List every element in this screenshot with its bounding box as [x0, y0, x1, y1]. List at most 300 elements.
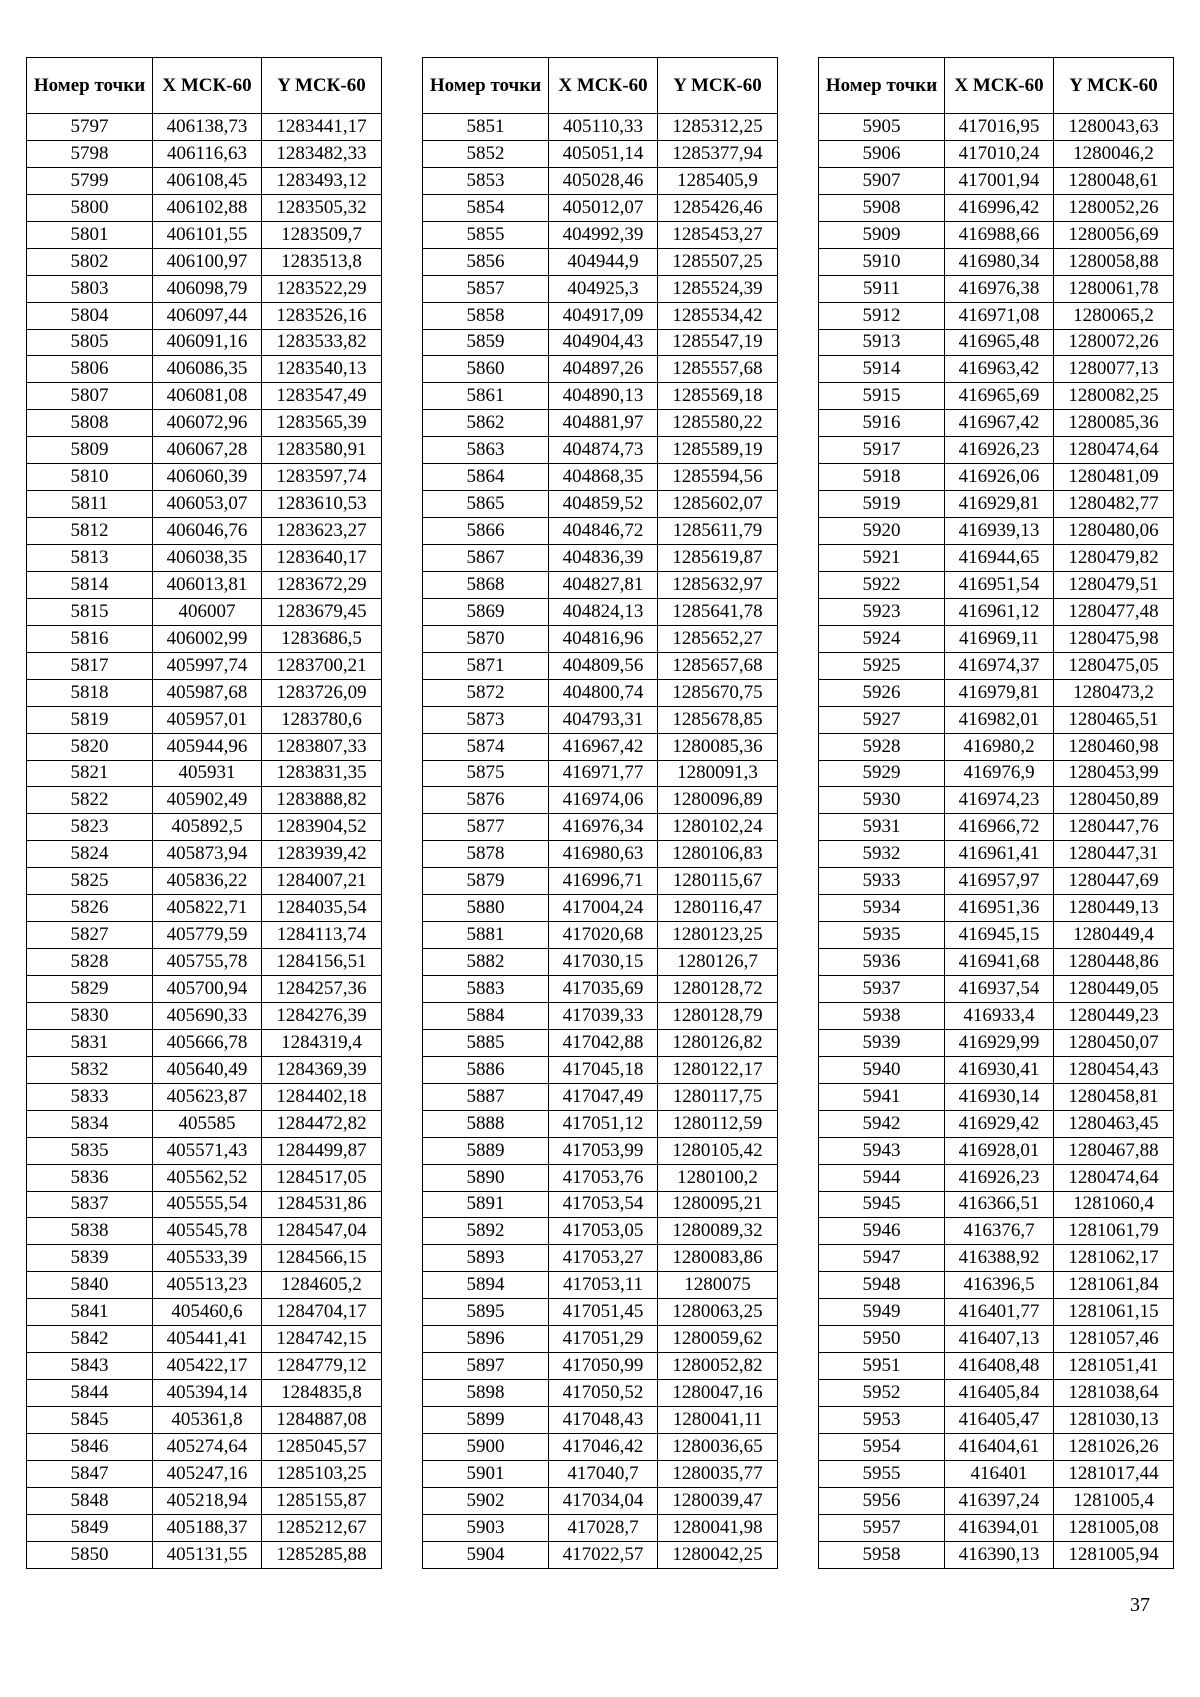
- cell-x-coordinate: 404992,39: [549, 221, 658, 248]
- cell-x-coordinate: 416988,66: [945, 221, 1054, 248]
- cell-x-coordinate: 416980,34: [945, 248, 1054, 275]
- cell-point-number: 5926: [819, 679, 945, 706]
- table-row: [423, 383, 778, 410]
- table-body: [819, 114, 1174, 1569]
- cell-point-number: 5886: [423, 1056, 549, 1083]
- cell-x-coordinate: 416929,99: [945, 1029, 1054, 1056]
- cell-y-coordinate: 1280474,64: [1054, 1164, 1174, 1191]
- table-row: [423, 1326, 778, 1353]
- cell-y-coordinate: 1283904,52: [262, 814, 382, 841]
- table-row: [27, 275, 382, 302]
- table-row: [423, 1487, 778, 1514]
- table-row: [423, 1460, 778, 1487]
- cell-point-number: 5824: [27, 841, 153, 868]
- cell-point-number: 5907: [819, 167, 945, 194]
- table-row: [819, 221, 1174, 248]
- cell-y-coordinate: 1283493,12: [262, 167, 382, 194]
- cell-y-coordinate: 1280479,82: [1054, 545, 1174, 572]
- cell-x-coordinate: 405755,78: [153, 949, 262, 976]
- table-row: [27, 383, 382, 410]
- cell-point-number: 5954: [819, 1433, 945, 1460]
- table-row: [819, 1191, 1174, 1218]
- cell-x-coordinate: 416980,63: [549, 841, 658, 868]
- cell-x-coordinate: 416928,01: [945, 1137, 1054, 1164]
- cell-point-number: 5921: [819, 545, 945, 572]
- cell-point-number: 5881: [423, 922, 549, 949]
- cell-x-coordinate: 404890,13: [549, 383, 658, 410]
- cell-point-number: 5916: [819, 410, 945, 437]
- cell-x-coordinate: 405247,16: [153, 1460, 262, 1487]
- cell-x-coordinate: 416976,9: [945, 760, 1054, 787]
- cell-y-coordinate: 1280048,61: [1054, 167, 1174, 194]
- cell-y-coordinate: 1280117,75: [658, 1083, 778, 1110]
- table-row: [27, 814, 382, 841]
- cell-y-coordinate: 1280106,83: [658, 841, 778, 868]
- cell-y-coordinate: 1280056,69: [1054, 221, 1174, 248]
- cell-point-number: 5884: [423, 1002, 549, 1029]
- cell-x-coordinate: 417051,29: [549, 1326, 658, 1353]
- table-row: [423, 868, 778, 895]
- cell-x-coordinate: 417050,99: [549, 1353, 658, 1380]
- cell-x-coordinate: 406097,44: [153, 302, 262, 329]
- table-row: [27, 625, 382, 652]
- table-row: [27, 1380, 382, 1407]
- table-row: [423, 976, 778, 1003]
- cell-y-coordinate: 1280450,07: [1054, 1029, 1174, 1056]
- cell-x-coordinate: 405944,96: [153, 733, 262, 760]
- cell-y-coordinate: 1284007,21: [262, 868, 382, 895]
- table-row: [423, 1407, 778, 1434]
- table-row: [819, 114, 1174, 141]
- table-row: [27, 248, 382, 275]
- cell-y-coordinate: 1285670,75: [658, 679, 778, 706]
- table-row: [27, 194, 382, 221]
- cell-point-number: 5852: [423, 140, 549, 167]
- cell-point-number: 5956: [819, 1487, 945, 1514]
- cell-point-number: 5871: [423, 652, 549, 679]
- cell-y-coordinate: 1283565,39: [262, 410, 382, 437]
- cell-y-coordinate: 1280043,63: [1054, 114, 1174, 141]
- cell-y-coordinate: 1280072,26: [1054, 329, 1174, 356]
- cell-point-number: 5808: [27, 410, 153, 437]
- coordinate-tables: [26, 57, 1174, 1569]
- table-row: [423, 571, 778, 598]
- cell-y-coordinate: 1285641,78: [658, 598, 778, 625]
- cell-point-number: 5835: [27, 1137, 153, 1164]
- cell-x-coordinate: 416926,23: [945, 1164, 1054, 1191]
- cell-x-coordinate: 416969,11: [945, 625, 1054, 652]
- cell-x-coordinate: 404824,13: [549, 598, 658, 625]
- cell-point-number: 5853: [423, 167, 549, 194]
- cell-point-number: 5864: [423, 464, 549, 491]
- cell-point-number: 5863: [423, 437, 549, 464]
- cell-y-coordinate: 1280449,4: [1054, 922, 1174, 949]
- cell-x-coordinate: 416930,14: [945, 1083, 1054, 1110]
- table-row: [819, 1164, 1174, 1191]
- cell-point-number: 5911: [819, 275, 945, 302]
- table-row: [27, 140, 382, 167]
- cell-point-number: 5946: [819, 1218, 945, 1245]
- cell-point-number: 5847: [27, 1460, 153, 1487]
- cell-point-number: 5894: [423, 1272, 549, 1299]
- cell-point-number: 5798: [27, 140, 153, 167]
- cell-x-coordinate: 416926,23: [945, 437, 1054, 464]
- cell-point-number: 5912: [819, 302, 945, 329]
- cell-x-coordinate: 416996,42: [945, 194, 1054, 221]
- cell-point-number: 5874: [423, 733, 549, 760]
- cell-y-coordinate: 1284779,12: [262, 1353, 382, 1380]
- cell-x-coordinate: 404868,35: [549, 464, 658, 491]
- cell-y-coordinate: 1285632,97: [658, 571, 778, 598]
- cell-y-coordinate: 1280123,25: [658, 922, 778, 949]
- cell-x-coordinate: 417053,76: [549, 1164, 658, 1191]
- cell-x-coordinate: 416401: [945, 1460, 1054, 1487]
- cell-x-coordinate: 416982,01: [945, 706, 1054, 733]
- cell-y-coordinate: 1280115,67: [658, 868, 778, 895]
- cell-x-coordinate: 406002,99: [153, 625, 262, 652]
- cell-point-number: 5888: [423, 1110, 549, 1137]
- cell-point-number: 5813: [27, 545, 153, 572]
- cell-x-coordinate: 406086,35: [153, 356, 262, 383]
- cell-x-coordinate: 404836,39: [549, 545, 658, 572]
- cell-y-coordinate: 1280065,2: [1054, 302, 1174, 329]
- table-row: [27, 949, 382, 976]
- table-row: [423, 248, 778, 275]
- cell-point-number: 5914: [819, 356, 945, 383]
- cell-y-coordinate: 1283505,32: [262, 194, 382, 221]
- table-row: [819, 1407, 1174, 1434]
- cell-x-coordinate: 404897,26: [549, 356, 658, 383]
- table-row: [27, 1460, 382, 1487]
- cell-point-number: 5937: [819, 976, 945, 1003]
- table-row: [819, 1541, 1174, 1568]
- cell-point-number: 5898: [423, 1380, 549, 1407]
- cell-point-number: 5905: [819, 114, 945, 141]
- cell-point-number: 5815: [27, 598, 153, 625]
- cell-point-number: 5869: [423, 598, 549, 625]
- cell-x-coordinate: 416971,77: [549, 760, 658, 787]
- cell-point-number: 5834: [27, 1110, 153, 1137]
- table-row: [27, 1083, 382, 1110]
- cell-point-number: 5828: [27, 949, 153, 976]
- cell-x-coordinate: 405902,49: [153, 787, 262, 814]
- cell-x-coordinate: 405394,14: [153, 1380, 262, 1407]
- cell-x-coordinate: 417039,33: [549, 1002, 658, 1029]
- cell-x-coordinate: 405585: [153, 1110, 262, 1137]
- cell-y-coordinate: 1280052,26: [1054, 194, 1174, 221]
- table-row: [819, 706, 1174, 733]
- cell-point-number: 5872: [423, 679, 549, 706]
- cell-y-coordinate: 1285285,88: [262, 1541, 382, 1568]
- cell-y-coordinate: 1280475,05: [1054, 652, 1174, 679]
- table-row: [819, 571, 1174, 598]
- cell-y-coordinate: 1285589,19: [658, 437, 778, 464]
- cell-y-coordinate: 1283831,35: [262, 760, 382, 787]
- cell-point-number: 5859: [423, 329, 549, 356]
- cell-y-coordinate: 1283888,82: [262, 787, 382, 814]
- cell-x-coordinate: 417053,27: [549, 1245, 658, 1272]
- cell-point-number: 5870: [423, 625, 549, 652]
- cell-y-coordinate: 1280082,25: [1054, 383, 1174, 410]
- table-row: [27, 1299, 382, 1326]
- cell-point-number: 5817: [27, 652, 153, 679]
- cell-x-coordinate: 416939,13: [945, 518, 1054, 545]
- cell-y-coordinate: 1280448,86: [1054, 949, 1174, 976]
- cell-point-number: 5814: [27, 571, 153, 598]
- cell-x-coordinate: 405460,6: [153, 1299, 262, 1326]
- cell-y-coordinate: 1284472,82: [262, 1110, 382, 1137]
- cell-x-coordinate: 406102,88: [153, 194, 262, 221]
- cell-y-coordinate: 1280460,98: [1054, 733, 1174, 760]
- table-row: [27, 1218, 382, 1245]
- cell-point-number: 5846: [27, 1433, 153, 1460]
- table-row: [423, 1380, 778, 1407]
- cell-point-number: 5931: [819, 814, 945, 841]
- cell-y-coordinate: 1283580,91: [262, 437, 382, 464]
- table-row: [819, 760, 1174, 787]
- cell-x-coordinate: 405873,94: [153, 841, 262, 868]
- cell-point-number: 5832: [27, 1056, 153, 1083]
- table-row: [423, 733, 778, 760]
- cell-x-coordinate: 416937,54: [945, 976, 1054, 1003]
- cell-point-number: 5803: [27, 275, 153, 302]
- cell-y-coordinate: 1280480,06: [1054, 518, 1174, 545]
- header-y-coordinate: Y МСК-60: [262, 58, 382, 114]
- cell-x-coordinate: 416408,48: [945, 1353, 1054, 1380]
- cell-x-coordinate: 417035,69: [549, 976, 658, 1003]
- table-row: [423, 706, 778, 733]
- cell-point-number: 5878: [423, 841, 549, 868]
- cell-y-coordinate: 1284605,2: [262, 1272, 382, 1299]
- cell-y-coordinate: 1280100,2: [658, 1164, 778, 1191]
- table-row: [819, 1433, 1174, 1460]
- table-row: [423, 1353, 778, 1380]
- table-row: [423, 167, 778, 194]
- cell-point-number: 5952: [819, 1380, 945, 1407]
- table-row: [819, 787, 1174, 814]
- cell-point-number: 5882: [423, 949, 549, 976]
- table-row: [819, 1326, 1174, 1353]
- table-row: [423, 1514, 778, 1541]
- cell-point-number: 5856: [423, 248, 549, 275]
- cell-y-coordinate: 1281062,17: [1054, 1245, 1174, 1272]
- cell-x-coordinate: 416963,42: [945, 356, 1054, 383]
- header-y-coordinate: Y МСК-60: [658, 58, 778, 114]
- cell-y-coordinate: 1284369,39: [262, 1056, 382, 1083]
- cell-point-number: 5873: [423, 706, 549, 733]
- cell-y-coordinate: 1285652,27: [658, 625, 778, 652]
- cell-y-coordinate: 1281005,4: [1054, 1487, 1174, 1514]
- cell-x-coordinate: 417053,99: [549, 1137, 658, 1164]
- cell-y-coordinate: 1285594,56: [658, 464, 778, 491]
- table-row: [27, 1056, 382, 1083]
- table-row: [819, 464, 1174, 491]
- cell-x-coordinate: 417048,43: [549, 1407, 658, 1434]
- cell-point-number: 5883: [423, 976, 549, 1003]
- table-row: [819, 1460, 1174, 1487]
- cell-point-number: 5880: [423, 895, 549, 922]
- cell-point-number: 5899: [423, 1407, 549, 1434]
- table-header-row: [819, 58, 1174, 114]
- cell-y-coordinate: 1281026,26: [1054, 1433, 1174, 1460]
- cell-point-number: 5809: [27, 437, 153, 464]
- cell-y-coordinate: 1280475,98: [1054, 625, 1174, 652]
- cell-point-number: 5891: [423, 1191, 549, 1218]
- cell-y-coordinate: 1280077,13: [1054, 356, 1174, 383]
- cell-x-coordinate: 405028,46: [549, 167, 658, 194]
- cell-y-coordinate: 1284499,87: [262, 1137, 382, 1164]
- cell-y-coordinate: 1280449,23: [1054, 1002, 1174, 1029]
- table-row: [27, 464, 382, 491]
- cell-x-coordinate: 405571,43: [153, 1137, 262, 1164]
- cell-y-coordinate: 1284566,15: [262, 1245, 382, 1272]
- cell-y-coordinate: 1280089,32: [658, 1218, 778, 1245]
- cell-point-number: 5848: [27, 1487, 153, 1514]
- cell-x-coordinate: 416957,97: [945, 868, 1054, 895]
- cell-point-number: 5958: [819, 1541, 945, 1568]
- table-row: [27, 410, 382, 437]
- table-header-row: [423, 58, 778, 114]
- cell-y-coordinate: 1280482,77: [1054, 491, 1174, 518]
- table-row: [423, 787, 778, 814]
- cell-x-coordinate: 406098,79: [153, 275, 262, 302]
- table-row: [27, 1407, 382, 1434]
- cell-x-coordinate: 405562,52: [153, 1164, 262, 1191]
- cell-point-number: 5865: [423, 491, 549, 518]
- cell-x-coordinate: 417053,11: [549, 1272, 658, 1299]
- cell-point-number: 5927: [819, 706, 945, 733]
- cell-point-number: 5948: [819, 1272, 945, 1299]
- cell-point-number: 5938: [819, 1002, 945, 1029]
- cell-x-coordinate: 404944,9: [549, 248, 658, 275]
- cell-y-coordinate: 1285103,25: [262, 1460, 382, 1487]
- cell-point-number: 5829: [27, 976, 153, 1003]
- cell-x-coordinate: 416944,65: [945, 545, 1054, 572]
- cell-y-coordinate: 1284547,04: [262, 1218, 382, 1245]
- table-row: [423, 114, 778, 141]
- cell-x-coordinate: 416961,41: [945, 841, 1054, 868]
- cell-y-coordinate: 1284402,18: [262, 1083, 382, 1110]
- cell-x-coordinate: 416965,69: [945, 383, 1054, 410]
- cell-x-coordinate: 405441,41: [153, 1326, 262, 1353]
- cell-x-coordinate: 416967,42: [945, 410, 1054, 437]
- cell-y-coordinate: 1280449,13: [1054, 895, 1174, 922]
- cell-point-number: 5929: [819, 760, 945, 787]
- cell-y-coordinate: 1284835,8: [262, 1380, 382, 1407]
- cell-y-coordinate: 1280058,88: [1054, 248, 1174, 275]
- cell-y-coordinate: 1281038,64: [1054, 1380, 1174, 1407]
- cell-x-coordinate: 405931: [153, 760, 262, 787]
- cell-y-coordinate: 1284257,36: [262, 976, 382, 1003]
- cell-x-coordinate: 417030,15: [549, 949, 658, 976]
- cell-y-coordinate: 1285405,9: [658, 167, 778, 194]
- cell-y-coordinate: 1283441,17: [262, 114, 382, 141]
- cell-y-coordinate: 1280039,47: [658, 1487, 778, 1514]
- cell-point-number: 5896: [423, 1326, 549, 1353]
- cell-x-coordinate: 416407,13: [945, 1326, 1054, 1353]
- cell-point-number: 5935: [819, 922, 945, 949]
- cell-x-coordinate: 416965,48: [945, 329, 1054, 356]
- cell-x-coordinate: 405274,64: [153, 1433, 262, 1460]
- cell-y-coordinate: 1285312,25: [658, 114, 778, 141]
- cell-point-number: 5867: [423, 545, 549, 572]
- cell-x-coordinate: 417004,24: [549, 895, 658, 922]
- table-row: [423, 437, 778, 464]
- cell-x-coordinate: 416376,7: [945, 1218, 1054, 1245]
- cell-x-coordinate: 405779,59: [153, 922, 262, 949]
- cell-point-number: 5825: [27, 868, 153, 895]
- cell-point-number: 5922: [819, 571, 945, 598]
- table-row: [819, 652, 1174, 679]
- table-row: [819, 949, 1174, 976]
- cell-y-coordinate: 1281030,13: [1054, 1407, 1174, 1434]
- cell-y-coordinate: 1284517,05: [262, 1164, 382, 1191]
- table-row: [423, 598, 778, 625]
- cell-x-coordinate: 417020,68: [549, 922, 658, 949]
- table-row: [819, 545, 1174, 572]
- cell-y-coordinate: 1285426,46: [658, 194, 778, 221]
- cell-y-coordinate: 1285155,87: [262, 1487, 382, 1514]
- coordinates-table: [26, 57, 382, 1569]
- cell-x-coordinate: 416396,5: [945, 1272, 1054, 1299]
- table-row: [423, 1056, 778, 1083]
- cell-x-coordinate: 404809,56: [549, 652, 658, 679]
- cell-y-coordinate: 1283679,45: [262, 598, 382, 625]
- table-row: [819, 922, 1174, 949]
- cell-point-number: 5930: [819, 787, 945, 814]
- cell-y-coordinate: 1281061,79: [1054, 1218, 1174, 1245]
- cell-x-coordinate: 416366,51: [945, 1191, 1054, 1218]
- cell-y-coordinate: 1280085,36: [1054, 410, 1174, 437]
- cell-y-coordinate: 1283597,74: [262, 464, 382, 491]
- cell-point-number: 5839: [27, 1245, 153, 1272]
- table-row: [423, 1164, 778, 1191]
- table-row: [423, 1137, 778, 1164]
- cell-x-coordinate: 405361,8: [153, 1407, 262, 1434]
- table-row: [819, 814, 1174, 841]
- table-row: [819, 1514, 1174, 1541]
- table-row: [27, 1487, 382, 1514]
- cell-point-number: 5940: [819, 1056, 945, 1083]
- cell-x-coordinate: 417045,18: [549, 1056, 658, 1083]
- table-row: [819, 1299, 1174, 1326]
- cell-x-coordinate: 405051,14: [549, 140, 658, 167]
- table-row: [423, 1110, 778, 1137]
- table-row: [819, 895, 1174, 922]
- table-row: [423, 922, 778, 949]
- table-row: [27, 1326, 382, 1353]
- cell-point-number: 5902: [423, 1487, 549, 1514]
- cell-y-coordinate: 1283939,42: [262, 841, 382, 868]
- cell-point-number: 5947: [819, 1245, 945, 1272]
- cell-x-coordinate: 416979,81: [945, 679, 1054, 706]
- table-row: [423, 329, 778, 356]
- table-row: [27, 1433, 382, 1460]
- table-row: [27, 1137, 382, 1164]
- cell-x-coordinate: 417051,12: [549, 1110, 658, 1137]
- cell-y-coordinate: 1285045,57: [262, 1433, 382, 1460]
- cell-x-coordinate: 416974,23: [945, 787, 1054, 814]
- table-row: [819, 868, 1174, 895]
- cell-y-coordinate: 1280083,86: [658, 1245, 778, 1272]
- cell-x-coordinate: 405700,94: [153, 976, 262, 1003]
- table-row: [27, 1272, 382, 1299]
- cell-point-number: 5944: [819, 1164, 945, 1191]
- cell-point-number: 5915: [819, 383, 945, 410]
- cell-point-number: 5900: [423, 1433, 549, 1460]
- cell-point-number: 5936: [819, 949, 945, 976]
- cell-x-coordinate: 404846,72: [549, 518, 658, 545]
